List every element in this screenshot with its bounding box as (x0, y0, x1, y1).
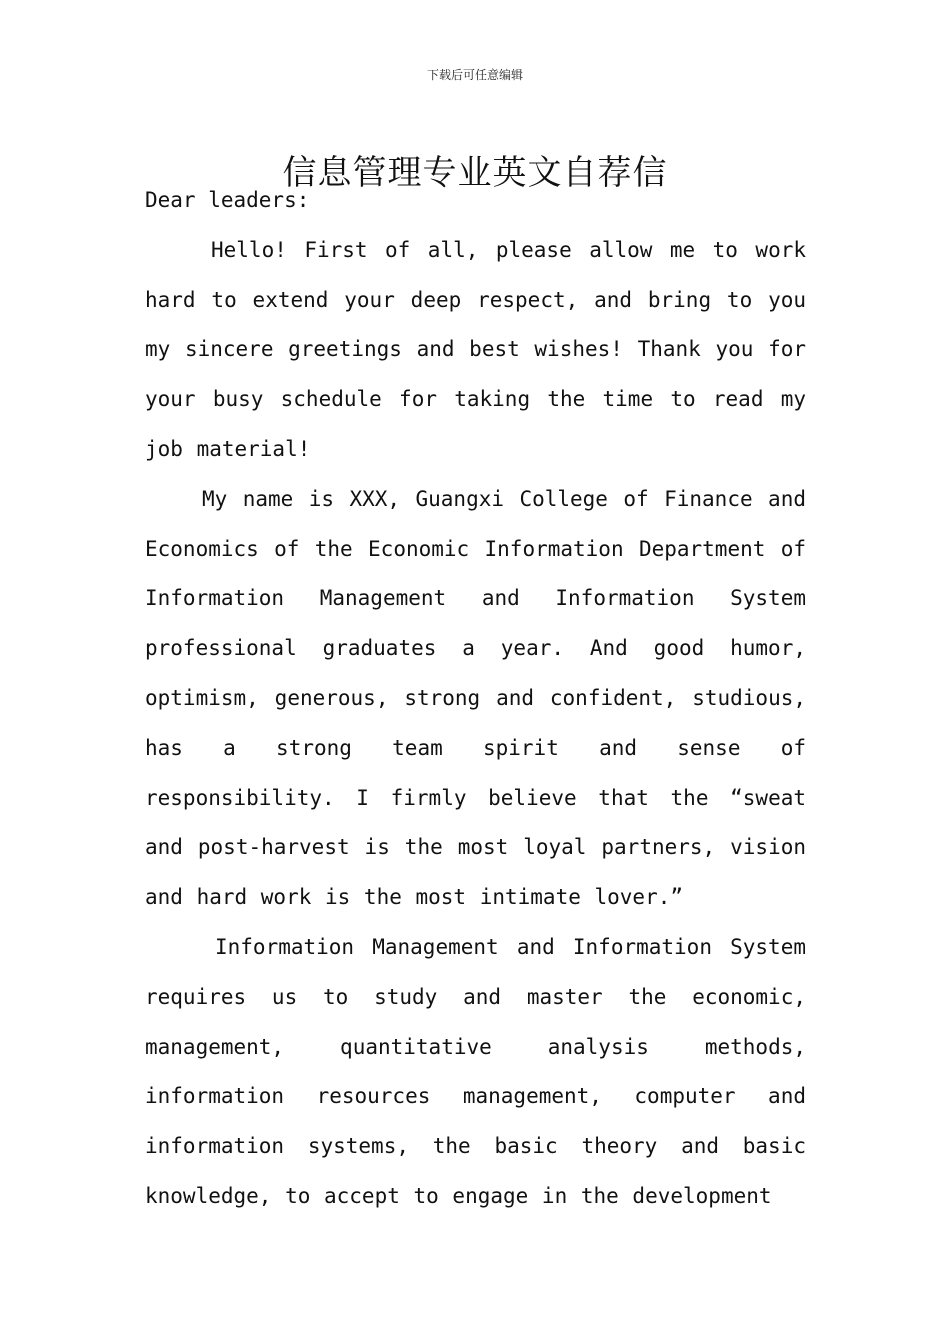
header-note: 下载后可任意编辑 (426, 68, 523, 82)
letter-body (145, 176, 806, 1222)
paragraph-major: Information Management and Information System requires us to study and master the economic, management, quantitative analysis methods, information resources management, computer and information systems, the basic theory and basic knowledge, to accept to engage in the development (145, 934, 806, 1208)
paragraph-greeting: Hello! First of all, please allow me to work hard to extend your deep respect, and bring to you my sincere greetings and best wishes! Thank you for your busy schedule for taking the time to read my job material! (145, 237, 806, 461)
paragraph-introduction: My name is XXX, Guangxi College of Finance and Economics of the Economic Information Department of Information Management and Information System professional graduates a year. And good humor, optimism, generous, strong and confident, studious, has a strong team spirit and sense of responsibility. I firmly believe that the “sweat and post-harvest is the most loyal partners, vision and hard work is the most intimate lover.” (145, 486, 806, 910)
salutation: Dear leaders: (145, 188, 310, 212)
document-title: 信息管理专业英文自荐信 (282, 152, 668, 193)
